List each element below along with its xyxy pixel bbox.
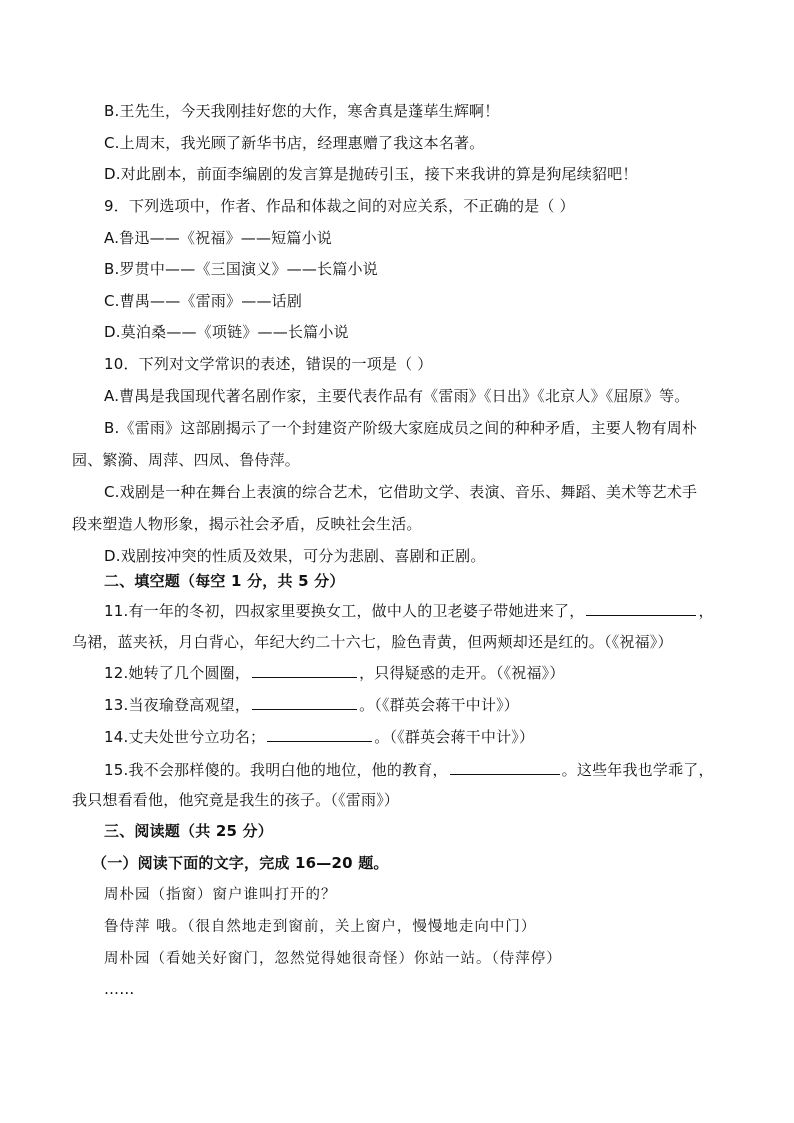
q10-option-b-line1: B.《雷雨》这部剧揭示了一个封建资产阶级大家庭成员之间的种种矛盾，主要人物有周朴 (104, 419, 698, 437)
script-line-1: 周朴园（指窗）窗户谁叫打开的？ (104, 887, 337, 903)
q14-text-after: 。（《群英会蒋干中计》） (374, 728, 535, 746)
q15-line1 (104, 760, 714, 780)
q9-option-c: C.曹禺——《雷雨》——话剧 (104, 292, 303, 310)
q10-option-b-line2: 园、繁漪、周萍、四凤、鲁侍萍。 (72, 451, 301, 469)
q8-option-d: D.对此剧本，前面李编剧的发言算是抛砖引玉，接下来我讲的算是狗尾续貂吧！ (104, 165, 638, 183)
q10-option-c-line2: 段来塑造人物形象，揭示社会矛盾，反映社会生活。 (72, 515, 422, 533)
q12-answer-blank[interactable] (252, 663, 357, 678)
q15-text-before: 15.我不会那样傻的。我明白他的地位，他的教育， (104, 761, 448, 779)
section2-title: 二、填空题（每空 1 分，共 5 分） (104, 572, 345, 590)
q10-option-c-line1: C.戏剧是一种在舞台上表演的综合艺术，它借助文学、表演、音乐、舞蹈、美术等艺术手 (104, 483, 698, 501)
script-line-2: 鲁侍萍 哦。（很自然地走到窗前，关上窗户，慢慢地走向中门） (104, 919, 537, 935)
section3-subsection-title: （一）阅读下面的文字，完成 16—20 题。 (92, 854, 389, 872)
q10-option-d: D.戏剧按冲突的性质及效果，可分为悲剧、喜剧和正剧。 (104, 547, 486, 565)
section3-title: 三、阅读题（共 25 分） (104, 822, 273, 840)
q13-answer-blank[interactable] (252, 695, 357, 710)
q10-option-a: A.曹禺是我国现代著名剧作家，主要代表作品有《雷雨》《日出》《北京人》《屈原》等。 (104, 387, 690, 405)
q12-line (104, 663, 565, 683)
q13-text-after: 。（《群英会蒋干中计》） (359, 696, 519, 714)
q15-line2: 我只想看看他，他究竟是我生的孩子。（《雷雨》） (72, 791, 400, 809)
q9-stem: 9．下列选项中，作者、作品和体裁之间的对应关系，不正确的是（ ） (104, 197, 575, 215)
q8-option-b: B.王先生，今天我刚挂好您的大作，寒舍真是蓬荜生辉啊！ (104, 102, 500, 120)
q13-line (104, 695, 519, 715)
q11-answer-blank[interactable] (586, 601, 696, 616)
q10-stem: 10．下列对文学常识的表述，错误的一项是（ ） (104, 355, 433, 373)
q14-text-before: 14.丈夫处世兮立功名； (104, 728, 266, 746)
q13-text-before: 13.当夜瑜登高观望， (104, 696, 251, 714)
q15-answer-blank[interactable] (450, 760, 560, 775)
script-line-3: 周朴园（看她关好窗门，忽然觉得她很奇怪）你站一站。（侍萍停） (104, 951, 562, 967)
q15-text-after: 。这些年我也学乖了， (561, 761, 714, 779)
q14-line (104, 727, 534, 747)
ellipsis: …… (104, 980, 135, 998)
q11-text-before: 11.有一年的冬初，四叔家里要换女工，做中人的卫老婆子带她进来了， (104, 602, 585, 620)
q11-text-after: ， (698, 602, 714, 620)
q11-line2: 乌裙，蓝夹袄，月白背心，年纪大约二十六七，脸色青黄，但两颊却还是红的。（《祝福》） (72, 633, 673, 651)
q12-text-after: ，只得疑惑的走开。（《祝福》） (359, 664, 565, 682)
q8-option-c: C.上周末，我光顾了新华书店，经理惠赠了我这本名著。 (104, 134, 485, 152)
q9-option-d: D.莫泊桑——《项链》——长篇小说 (104, 323, 349, 341)
q9-option-a: A.鲁迅——《祝福》——短篇小说 (104, 229, 332, 247)
q14-answer-blank[interactable] (267, 727, 372, 742)
q9-option-b: B.罗贯中——《三国演义》——长篇小说 (104, 260, 378, 278)
q11-line1 (104, 601, 714, 621)
q12-text-before: 12.她转了几个圆圈， (104, 664, 251, 682)
